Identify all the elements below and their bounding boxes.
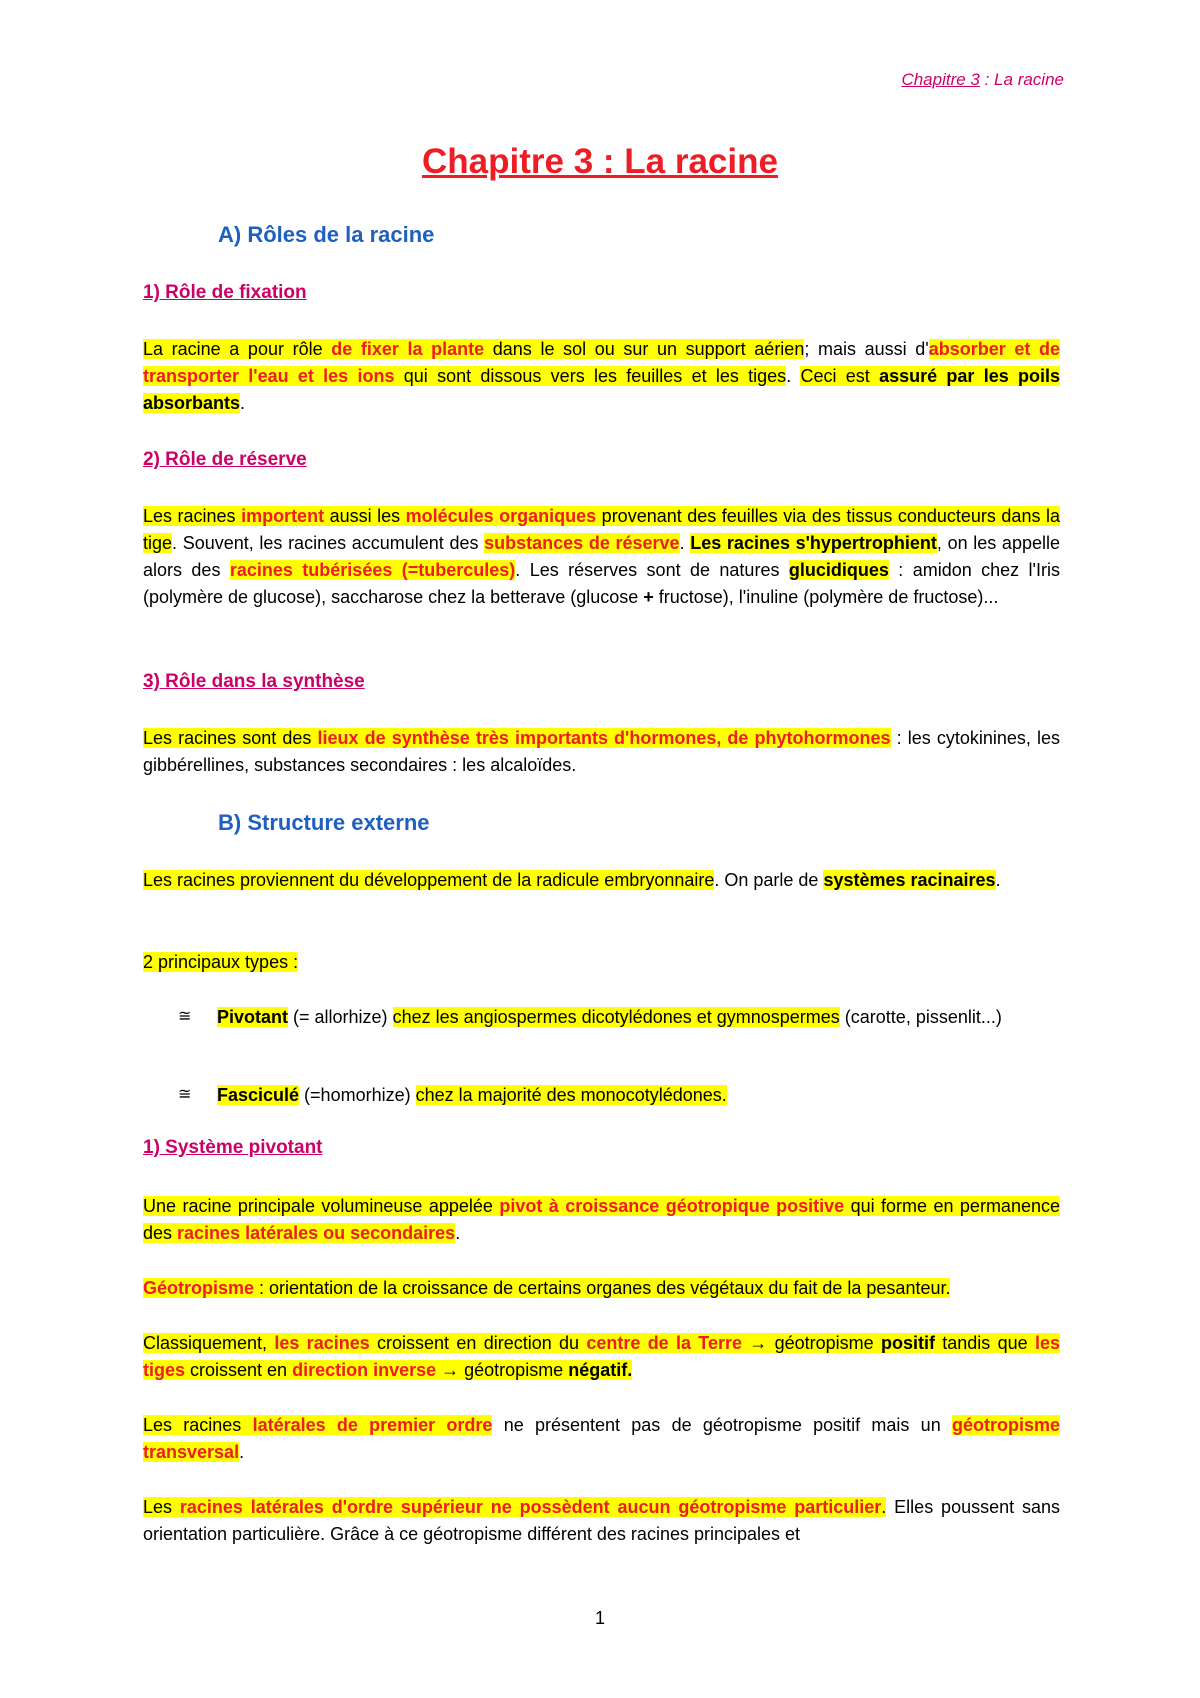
text-run: Les racines — [143, 506, 242, 526]
bullet-symbol: ≅ — [178, 1008, 192, 1025]
text-run: pivot à croissance géotropique positive — [499, 1196, 845, 1216]
text-run: → géotropisme — [742, 1333, 881, 1353]
text-run: , on les appelle alors des — [143, 533, 1060, 580]
text-run: ; mais aussi d' — [804, 339, 929, 359]
text-run: les racines — [274, 1333, 370, 1353]
text-run: centre de la Terre — [586, 1333, 742, 1353]
text-run: Les racines s'hypertrophient — [690, 533, 937, 553]
paragraph-geotropisme-def — [143, 1275, 1060, 1302]
text-run: Les — [143, 1497, 180, 1517]
text-run: . — [239, 1442, 245, 1462]
running-header — [901, 70, 1064, 90]
text-run: Les racines sont des — [143, 728, 318, 748]
text-run: provenant des feuilles via des tissus conducteurs dans la tige — [143, 506, 1060, 553]
text-run: : les cytokinines, les gibbérellines, substances secondaires : les alcaloïdes. — [143, 728, 1060, 775]
paragraph-fixation — [143, 336, 1060, 417]
text-run: Les racines — [143, 1415, 253, 1435]
text-run: ne présentent pas de géotropisme positif mais un — [492, 1415, 952, 1435]
text-run: . — [679, 533, 691, 553]
text-run: aussi les — [324, 506, 406, 526]
text-run: . — [455, 1223, 461, 1243]
text-run: Chapitre 3 — [901, 70, 980, 89]
page-title: Chapitre 3 : La racine — [422, 142, 778, 181]
page-number: 1 — [594, 1608, 605, 1628]
list-item — [217, 1004, 1060, 1031]
paragraph-synthese — [143, 725, 1060, 779]
subsection-fixation-heading: 1) Rôle de fixation — [143, 282, 307, 303]
subsection-synthese-heading: 3) Rôle dans la synthèse — [143, 671, 365, 692]
paragraph-types — [143, 949, 1060, 976]
text-run: (= allorhize) — [288, 1007, 393, 1027]
subsection-reserve-heading: 2) Rôle de réserve — [143, 449, 307, 470]
text-run: . — [881, 1497, 887, 1517]
text-run: absorber et de transporter l'eau et les ions — [143, 339, 1060, 386]
paragraph-laterales-premier-ordre — [143, 1412, 1060, 1466]
text-run: croissent en — [185, 1360, 293, 1380]
text-run: : La racine — [979, 70, 1064, 89]
text-run: : amidon chez l'Iris (polymère de glucose), saccharose chez la betterave (glucose — [143, 560, 1060, 607]
text-run: . Les réserves sont de natures — [515, 560, 789, 580]
text-run: molécules organiques — [405, 506, 597, 526]
text-run: 2 principaux types : — [143, 952, 299, 972]
text-run: : orientation de la croissance de certains organes des végétaux du fait de la pesanteur. — [254, 1278, 951, 1298]
text-run: croissent en direction du — [369, 1333, 587, 1353]
text-run: tandis que — [934, 1333, 1035, 1353]
text-run: systèmes racinaires — [823, 870, 996, 890]
text-run: chez les angiospermes dicotylédones et gymnospermes — [392, 1007, 840, 1027]
text-run: latérales de premier ordre — [252, 1415, 493, 1435]
text-run: Une racine principale volumineuse appelée — [143, 1196, 500, 1216]
text-run: Géotropisme — [143, 1278, 255, 1298]
text-run: Ceci est — [800, 366, 880, 386]
text-run: importent — [241, 506, 325, 526]
text-run: (=homorhize) — [299, 1085, 416, 1105]
text-run: de fixer la plante — [331, 339, 485, 359]
text-run: positif — [880, 1333, 935, 1353]
text-run: . — [786, 366, 801, 386]
text-run: → géotropisme — [436, 1360, 569, 1380]
text-run: les tiges — [143, 1333, 1060, 1380]
text-run: dans le sol ou sur un support aérien — [484, 339, 805, 359]
text-run: Elles poussent sans orientation particulière. Grâce à ce géotropisme différent des racines principales et — [143, 1497, 1060, 1544]
text-run: lieux de synthèse très importants d'hormones, de phytohormones — [317, 728, 891, 748]
text-run: racines latérales ou secondaires — [177, 1223, 456, 1243]
bullet-symbol: ≅ — [178, 1086, 192, 1103]
subsection-pivotant-heading: 1) Système pivotant — [143, 1137, 323, 1158]
text-run: . Souvent, les racines accumulent des — [172, 533, 485, 553]
paragraph-geotropisme-classique — [143, 1330, 1060, 1384]
list-item — [217, 1082, 1060, 1109]
text-run: Classiquement, — [143, 1333, 275, 1353]
text-run: fructose), l'inuline (polymère de fructose)... — [653, 587, 999, 607]
text-run: direction inverse — [292, 1360, 437, 1380]
text-run: . On parle de — [714, 870, 824, 890]
text-run: Fasciculé — [217, 1085, 300, 1105]
text-run: + — [643, 587, 654, 607]
section-b-heading: B) Structure externe — [218, 810, 430, 835]
text-run: (carotte, pissenlit...) — [839, 1007, 1002, 1027]
paragraph-structure-intro — [143, 867, 1060, 894]
text-run: . — [995, 870, 1001, 890]
section-a-heading: A) Rôles de la racine — [218, 222, 435, 247]
paragraph-reserve — [143, 503, 1060, 611]
text-run: géotropisme transversal — [143, 1415, 1060, 1462]
text-run: racines latérales d'ordre supérieur ne possèdent aucun géotropisme particulier — [179, 1497, 882, 1517]
text-run: qui sont dissous vers les feuilles et les tiges — [394, 366, 787, 386]
text-run: Pivotant — [217, 1007, 289, 1027]
text-run: qui forme en permanence des — [143, 1196, 1060, 1243]
text-run: La racine a pour rôle — [143, 339, 332, 359]
text-run: . — [240, 393, 246, 413]
text-run: racines tubérisées (=tubercules) — [229, 560, 516, 580]
text-run: négatif. — [568, 1360, 633, 1380]
text-run: substances de réserve — [484, 533, 680, 553]
text-run: glucidiques — [788, 560, 889, 580]
paragraph-laterales-ordre-superieur — [143, 1494, 1060, 1548]
text-run: Les racines proviennent du développement de la radicule embryonnaire — [143, 870, 715, 890]
text-run: chez la majorité des monocotylédones. — [415, 1085, 727, 1105]
text-run: assuré par les poils absorbants — [143, 366, 1061, 413]
paragraph-pivotant — [143, 1193, 1060, 1247]
